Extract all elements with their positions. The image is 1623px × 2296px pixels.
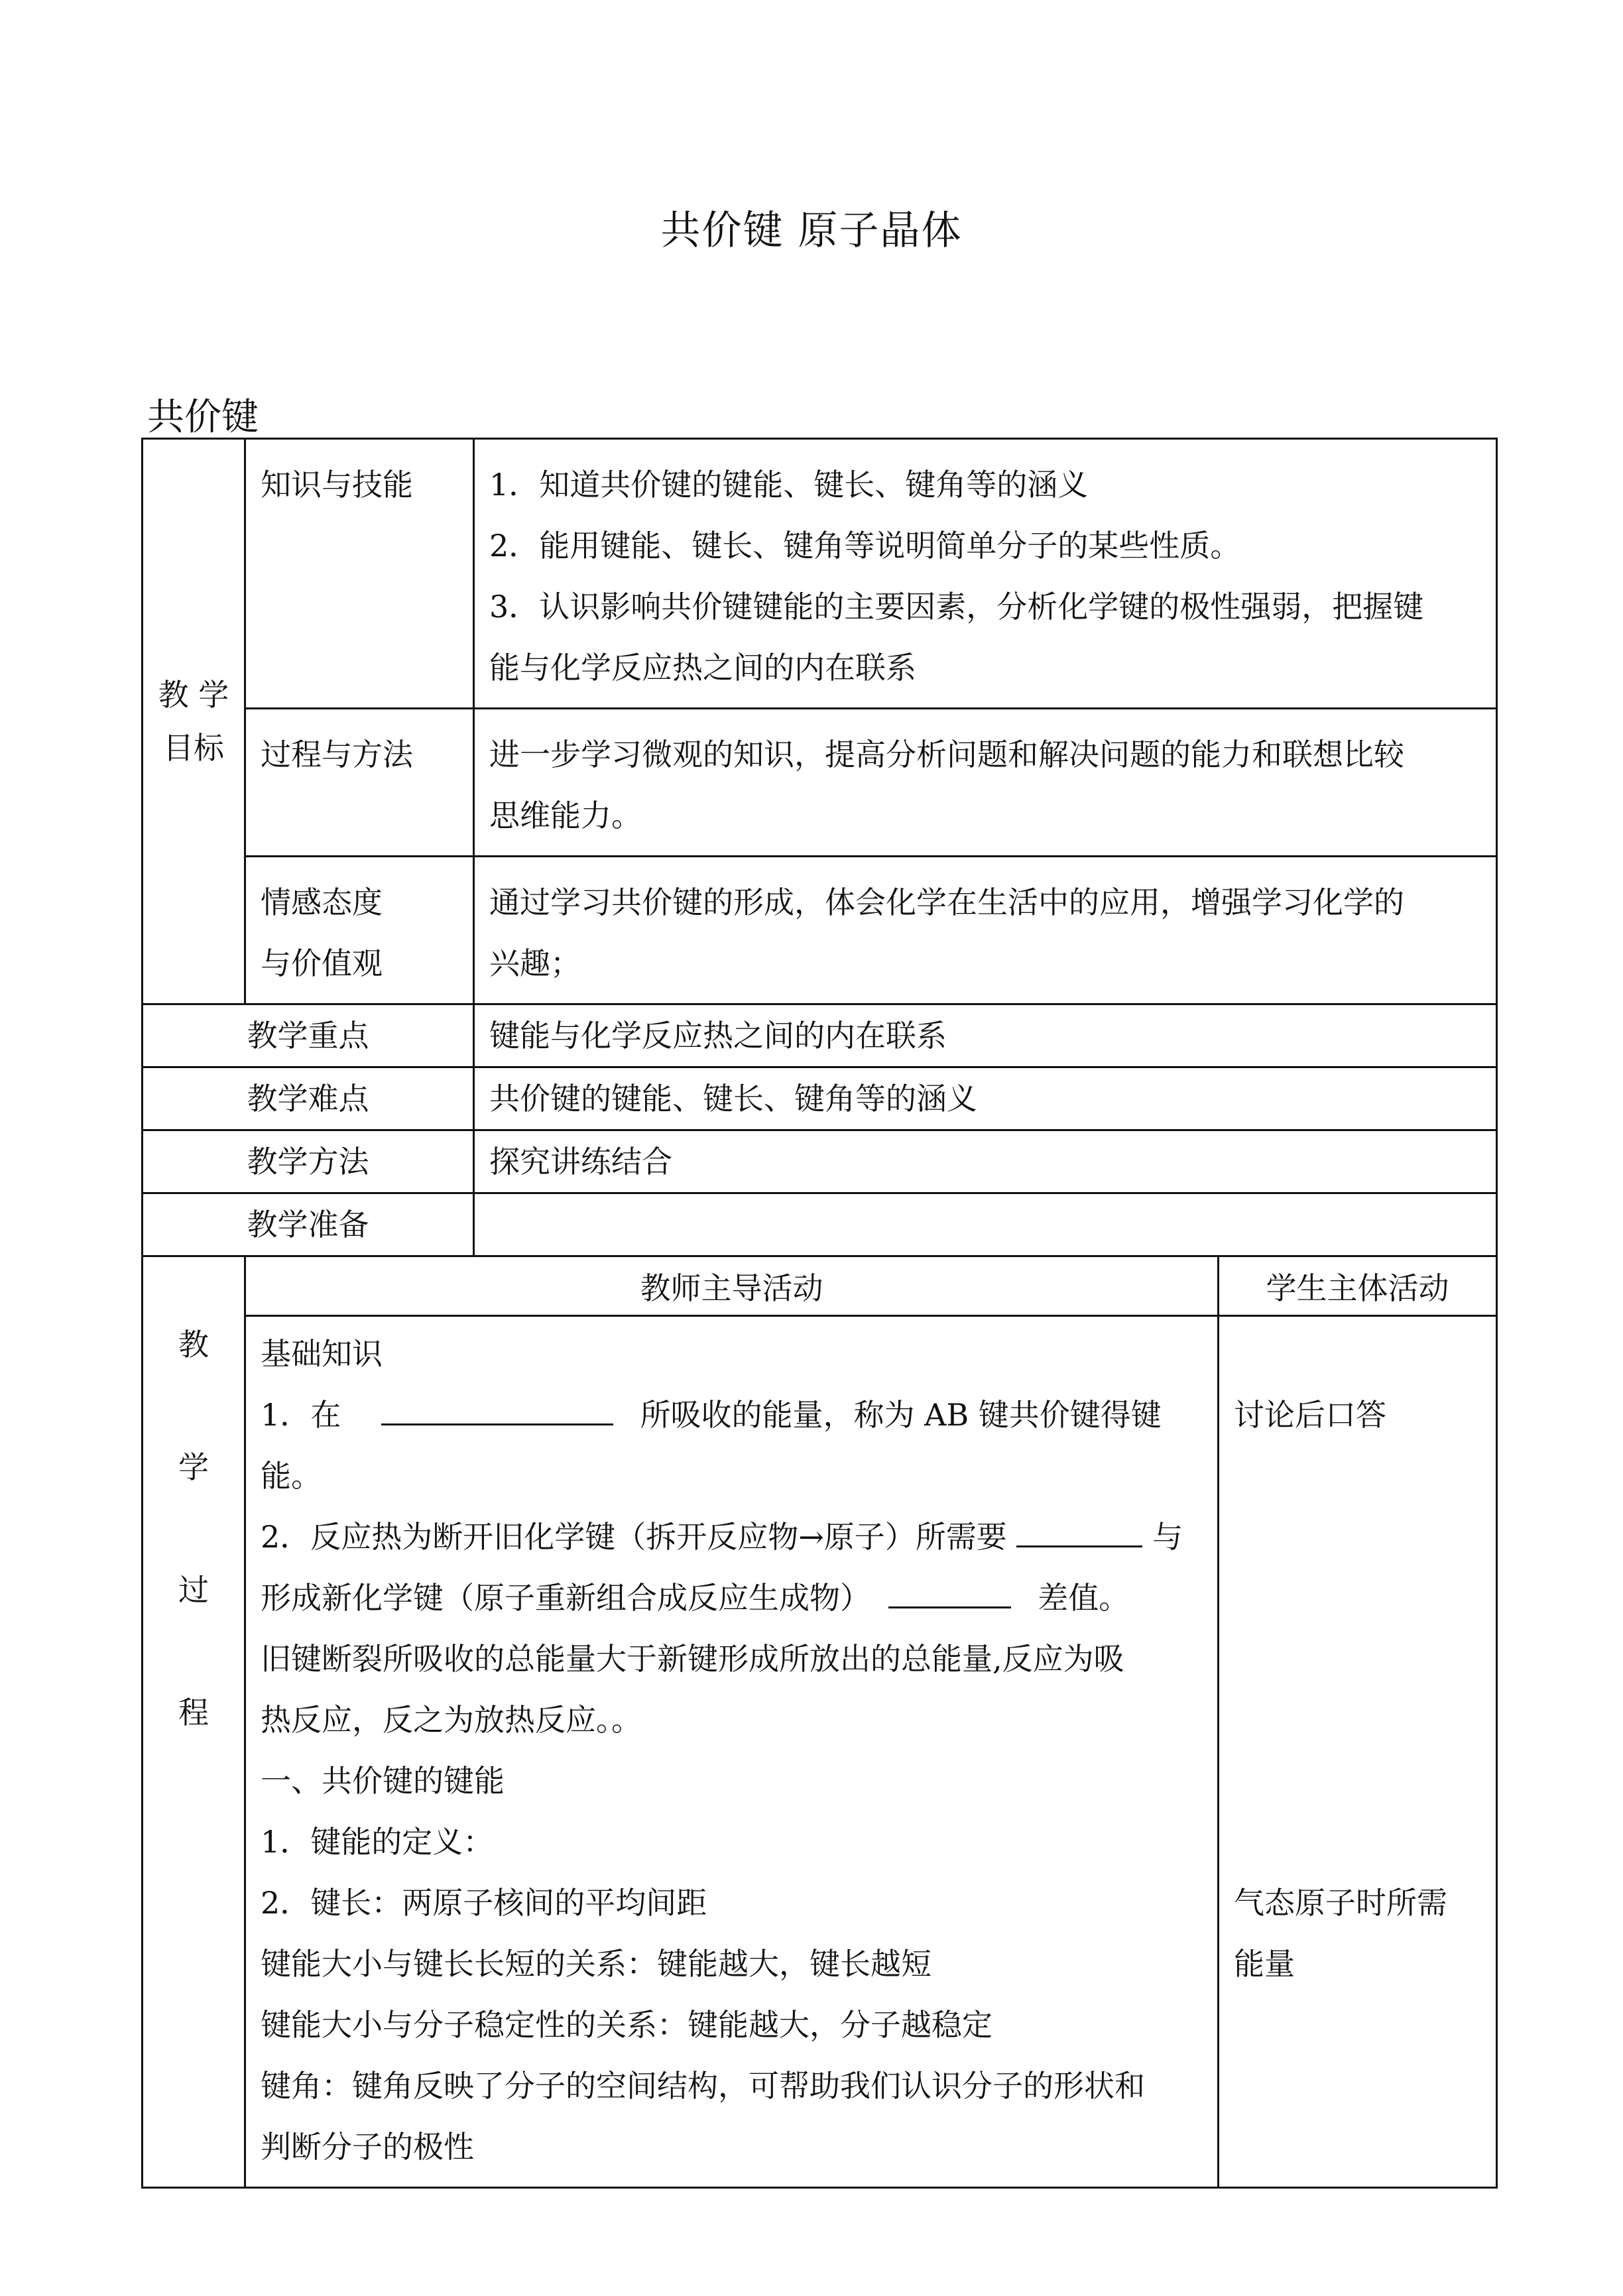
method-value: 探究讲练结合 (474, 1130, 1497, 1193)
student-activity-content (1219, 1316, 1497, 2188)
lesson-plan-table (141, 438, 1498, 2189)
objective-category-label: 过程与方法 (261, 737, 413, 772)
teacher-line-part: 形成新化学键（原子重新组合成反应生成物） (261, 1580, 871, 1616)
method-label: 教学方法 (143, 1130, 474, 1193)
objective-line: 3．认识影响共价键键能的主要因素，分析化学键的极性强弱，把握键 (489, 589, 1424, 625)
objective-category-label: 情感态度 (261, 884, 383, 920)
teacher-line-part: 2．反应热为断开旧化学键（拆开反应物→原子）所需要 (261, 1519, 1007, 1555)
student-line: 能量 (1234, 1946, 1295, 1982)
preparation-label: 教学准备 (143, 1193, 474, 1256)
preparation-value (474, 1193, 1497, 1256)
teacher-line: 判断分子的极性 (261, 2129, 474, 2165)
objective-content-process (474, 709, 1497, 857)
teacher-line: 旧键断裂所吸收的总能量大于新键形成所放出的总能量,反应为吸 (261, 1641, 1124, 1677)
process-label (143, 1256, 245, 2188)
process-label-char: 教 (178, 1327, 209, 1362)
objectives-label (143, 439, 245, 1004)
key-point-label: 教学重点 (143, 1004, 474, 1067)
objective-content-knowledge (474, 439, 1497, 709)
process-label-char: 过 (178, 1572, 209, 1608)
objective-line: 通过学习共价键的形成，体会化学在生活中的应用，增强学习化学的 (489, 884, 1404, 920)
teacher-line: 2．键长：两原子核间的平均间距 (261, 1885, 707, 1921)
objective-category-knowledge (245, 439, 474, 709)
teacher-line-part: 差值。 (1038, 1580, 1130, 1616)
teacher-line: 键能大小与键长长短的关系：键能越大，键长越短 (261, 1946, 932, 1982)
teacher-line: 键能大小与分子稳定性的关系：键能越大，分子越稳定 (261, 2007, 992, 2043)
objective-line: 兴趣； (489, 945, 581, 981)
objective-category-attitude (245, 857, 474, 1004)
fill-in-blank (888, 1580, 1011, 1608)
process-label-char: 学 (178, 1449, 209, 1485)
objective-line: 思维能力。 (489, 798, 642, 833)
difficulty-label: 教学难点 (143, 1067, 474, 1130)
teacher-line: 1．键能的定义： (261, 1824, 494, 1860)
objective-line: 2．能用键能、键长、键角等说明简单分子的某些性质。 (489, 528, 1241, 564)
teacher-line (261, 1384, 1205, 1506)
objectives-label-line2: 目标 (163, 730, 224, 766)
objectives-label-line1: 教 学 (158, 677, 229, 713)
objective-line: 1．知道共价键的键能、键长、键角等的涵义 (489, 467, 1089, 503)
teacher-line: 热反应，反之为放热反应。。 (261, 1702, 642, 1738)
objective-category-label: 知识与技能 (261, 467, 413, 503)
teacher-line: 键角：键角反映了分子的空间结构，可帮助我们认识分子的形状和 (261, 2068, 1145, 2104)
difficulty-value: 共价键的键能、键长、键角等的涵义 (474, 1067, 1497, 1130)
teacher-line (261, 1567, 1205, 1628)
student-line: 讨论后口答 (1234, 1397, 1386, 1433)
fill-in-blank (1016, 1519, 1142, 1547)
document-title: 共价键 原子晶体 (660, 208, 963, 254)
process-label-char: 程 (178, 1695, 209, 1730)
objective-line: 进一步学习微观的知识，提高分析问题和解决问题的能力和联想比较 (489, 737, 1404, 772)
objective-content-attitude (474, 857, 1497, 1004)
section-heading: 共价键 (147, 396, 259, 439)
objective-category-process (245, 709, 474, 857)
teacher-activity-content (245, 1316, 1219, 2188)
fill-in-blank (381, 1397, 613, 1425)
teacher-line-part: 1．在 (261, 1397, 341, 1433)
teacher-line-part: 所吸收的能量，称为 AB 键共价键得键能。 (261, 1397, 1162, 1494)
student-activity-header: 学生主体活动 (1219, 1256, 1497, 1316)
student-line: 气态原子时所需 (1234, 1885, 1447, 1921)
teacher-line-part: 与 (1152, 1519, 1183, 1555)
key-point-value: 键能与化学反应热之间的内在联系 (474, 1004, 1497, 1067)
teacher-line: 基础知识 (261, 1336, 383, 1372)
teacher-activity-header: 教师主导活动 (245, 1256, 1219, 1316)
objective-category-label: 与价值观 (261, 945, 383, 981)
teacher-line: 一、共价键的键能 (261, 1763, 505, 1799)
objective-line: 能与化学反应热之间的内在联系 (489, 650, 916, 686)
teacher-line (261, 1506, 1205, 1567)
